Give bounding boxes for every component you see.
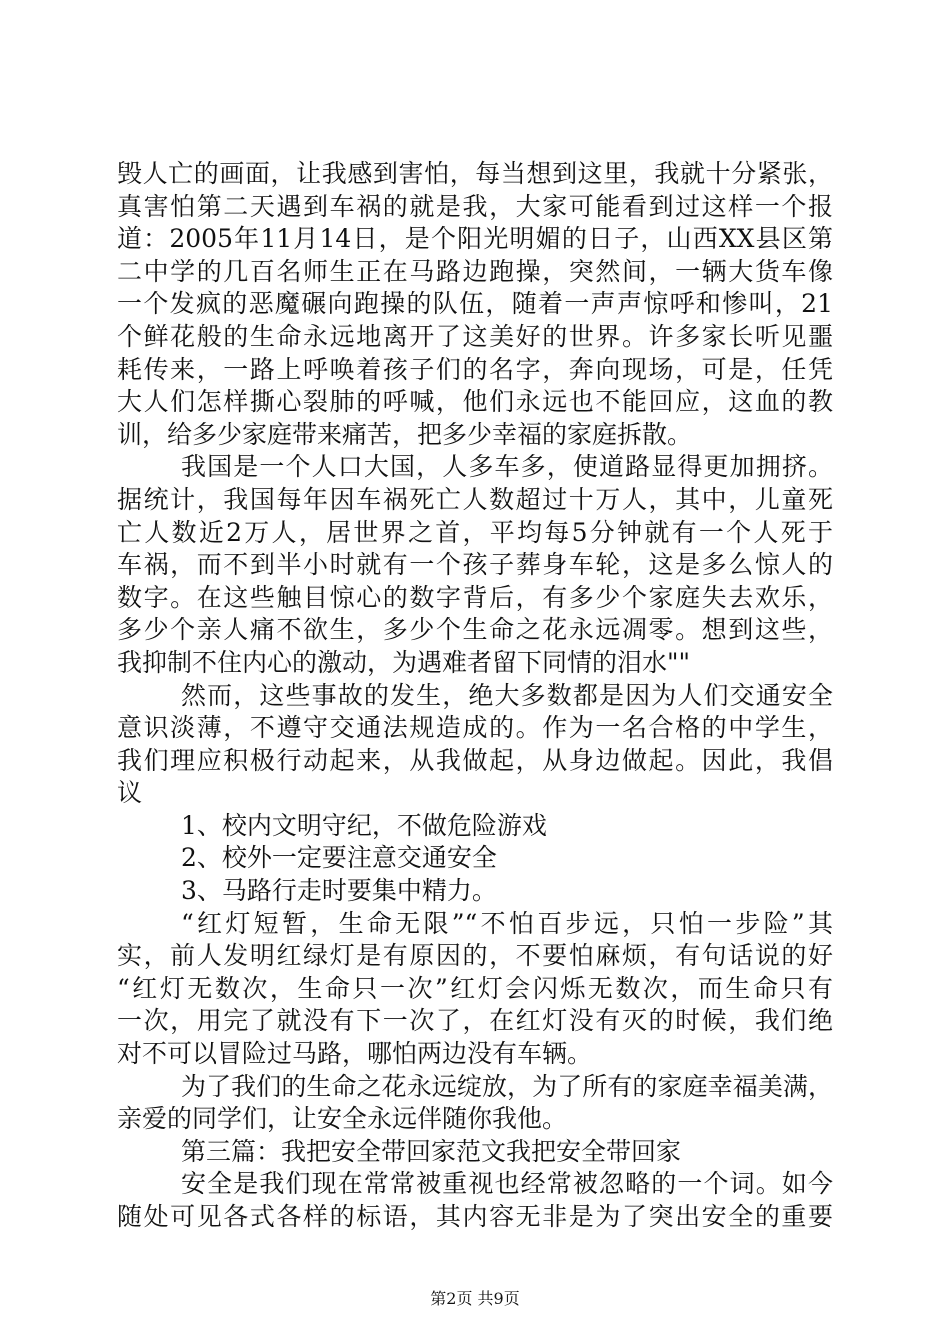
paragraph-start-line: “红灯短暂，生命无限”“不怕百步远，只怕一步险”其 xyxy=(181,908,833,938)
text-line: 耗传来，一路上呼唤着孩子们的名字，奔向现场，可是，任凭 xyxy=(117,354,833,384)
text-line: 真害怕第二天遇到车祸的就是我，大家可能看到过这样一个报 xyxy=(117,191,833,221)
text-line: 车祸，而不到半小时就有一个孩子葬身车轮，这是多么惊人的 xyxy=(117,550,833,580)
text-line: 二中学的几百名师生正在马路边跑操，突然间，一辆大货车像 xyxy=(117,256,833,286)
list-item: 2、校外一定要注意交通安全 xyxy=(181,843,497,873)
paragraph-start-line: 为了我们的生命之花永远绽放，为了所有的家庭幸福美满， xyxy=(181,1071,833,1101)
text-line: 亲爱的同学们，让安全永远伴随你我他。 xyxy=(117,1104,568,1134)
paragraph-start-line: 然而，这些事故的发生，绝大多数都是因为人们交通安全 xyxy=(181,680,833,710)
text-line: 大人们怎样撕心裂肺的呼喊，他们永远也不能回应，这血的教 xyxy=(117,387,833,417)
paragraph-start-line: 我国是一个人口大国，人多车多，使道路显得更加拥挤。 xyxy=(181,452,833,482)
text-line: 随处可见各式各样的标语，其内容无非是为了突出安全的重要 xyxy=(117,1202,833,1231)
text-line: 我们理应积极行动起来，从我做起，从身边做起。因此，我倡 xyxy=(117,745,833,775)
page-number-footer: 第2页 共9页 xyxy=(430,1289,520,1308)
list-item: 1、校内文明守纪，不做危险游戏 xyxy=(181,810,547,840)
list-item: 3、马路行走时要集中精力。 xyxy=(181,876,497,906)
text-line: 实，前人发明红绿灯是有原因的，不要怕麻烦，有句话说的好 xyxy=(117,941,833,971)
text-line: 毁人亡的画面，让我感到害怕，每当想到这里，我就十分紧张， xyxy=(117,159,833,188)
text-line: 道：2005年11月14日，是个阳光明媚的日子，山西XX县区第 xyxy=(117,224,833,254)
text-line: 多少个亲人痛不欲生，多少个生命之花永远凋零。想到这些， xyxy=(117,615,833,645)
text-line: 据统计，我国每年因车祸死亡人数超过十万人，其中，儿童死 xyxy=(117,484,833,514)
text-line: 数字。在这些触目惊心的数字背后，有多少个家庭失去欢乐， xyxy=(117,582,833,612)
text-line: 一次，用完了就没有下一次了，在红灯没有灭的时候，我们绝 xyxy=(117,1006,833,1036)
text-line: “红灯无数次，生命只一次”红灯会闪烁无数次，而生命只有 xyxy=(117,973,833,1003)
document-body xyxy=(117,158,833,1234)
text-line: 意识淡薄，不遵守交通法规造成的。作为一名合格的中学生， xyxy=(117,713,833,743)
text-line: 个鲜花般的生命永远地离开了这美好的世界。许多家长听见噩 xyxy=(117,321,833,351)
paragraph-start-line: 安全是我们现在常常被重视也经常被忽略的一个词。如今 xyxy=(181,1169,833,1199)
section-heading: 第三篇：我把安全带回家范文我把安全带回家 xyxy=(181,1136,682,1166)
text-line: 训，给多少家庭带来痛苦，把多少幸福的家庭拆散。 xyxy=(117,419,693,449)
text-line: 亡人数近2万人，居世界之首，平均每5分钟就有一个人死于 xyxy=(117,517,833,547)
text-line: 一个发疯的恶魔碾向跑操的队伍，随着一声声惊呼和惨叫，21 xyxy=(117,289,833,319)
text-line: 我抑制不住内心的激动，为遇难者留下同情的泪水"" xyxy=(117,647,691,677)
text-line: 议 xyxy=(117,778,143,808)
text-line: 对不可以冒险过马路，哪怕两边没有车辆。 xyxy=(117,1039,593,1069)
